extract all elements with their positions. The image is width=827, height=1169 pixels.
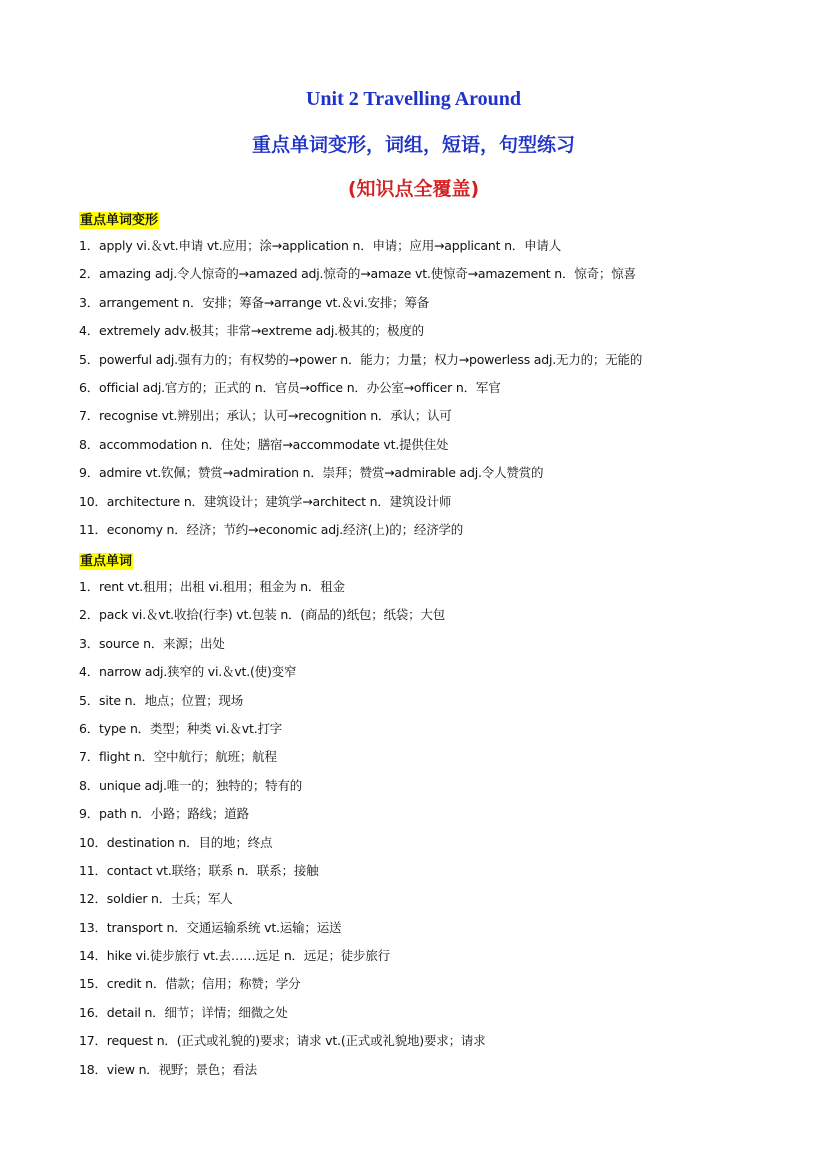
list-item: 7．flight n．空中航行；航班；航程 [79,749,277,765]
list-item: 10．architecture n．建筑设计；建筑学→architect n．建筑设计师 [79,493,452,509]
section-heading: 重点单词变形 [80,213,159,228]
list-item: 15．credit n．借款；信用；称赞；学分 [79,976,301,992]
list-item: 3．source n．来源；出处 [79,635,225,651]
list-item: 9．admire vt.钦佩；赞赏→admiration n．崇拜；赞赏→admirable adj.令人赞赏的 [79,465,544,481]
section-word-forms [79,209,642,544]
list-item: 14．hike vi.徒步旅行 vt.去……远足 n．远足；徒步旅行 [79,948,390,964]
list-item: 8．unique adj.唯一的；独特的；特有的 [79,777,303,793]
list-item: 17．request n．(正式或礼貌的)要求；请求 vt.(正式或礼貌地)要求；请求 [79,1033,486,1049]
coverage-note: (知识点全覆盖) [347,178,480,200]
list-item: 1．rent vt.租用；出租 vi.租用；租金为 n．租金 [79,579,345,594]
list-item: 9．path n．小路；路线；道路 [79,806,249,822]
list-item: 11．economy n．经济；节约→economic adj.经济(上)的；经济学的 [79,521,464,537]
list-item: 5．site n．地点；位置；现场 [79,692,244,708]
list-item: 6．official adj.官方的；正式的 n．官员→office n．办公室→officer n．军官 [79,379,501,395]
list-item: 16．detail n．细节；详情；细微之处 [79,1004,288,1020]
list-item: 13．transport n．交通运输系统 vt.运输；运送 [79,919,342,935]
word-forms-list [79,232,642,544]
list-item: 8．accommodation n．住处；膳宿→accommodate vt.提供住处 [79,436,449,452]
list-item: 12．soldier n．士兵；军人 [79,891,233,907]
list-item: 3．arrangement n．安排；筹备→arrange vt.＆vi.安排；筹备 [79,294,430,310]
document-title: Unit 2 Travelling Around [305,88,522,110]
list-item: 1．apply vi.＆vt.申请 vt.应用；涂→application n．申请；应用→applicant n．申请人 [79,238,562,253]
list-item: 4．narrow adj.狭窄的 vi.＆vt.(使)变窄 [79,664,297,680]
list-item: 2．amazing adj.令人惊奇的→amazed adj.惊奇的→amaze vt.使惊奇→amazement n．惊奇；惊喜 [79,266,636,282]
list-item: 5．powerful adj.强有力的；有权势的→power n．能力；力量；权力→powerless adj.无力的；无能的 [79,351,643,367]
list-item: 2．pack vi.＆vt.收拾(行李) vt.包装 n．(商品的)纸包；纸袋；大包 [79,607,445,623]
list-item: 6．type n．类型；种类 vi.＆vt.打字 [79,720,283,736]
list-item: 11．contact vt.联络；联系 n．联系；接触 [79,862,319,878]
section-heading: 重点单词 [80,554,133,569]
list-item: 4．extremely adv.极其；非常→extreme adj.极其的；极度的 [79,323,424,339]
list-item: 10．destination n．目的地；终点 [79,834,273,850]
list-item: 7．recognise vt.辨别出；承认；认可→recognition n．承认；认可 [79,408,452,424]
document-subtitle: 重点单词变形，词组，短语，句型练习 [251,134,575,156]
key-words-list [79,573,485,1084]
section-key-words [79,550,485,1084]
list-item: 18．view n．视野；景色；看法 [79,1061,257,1077]
